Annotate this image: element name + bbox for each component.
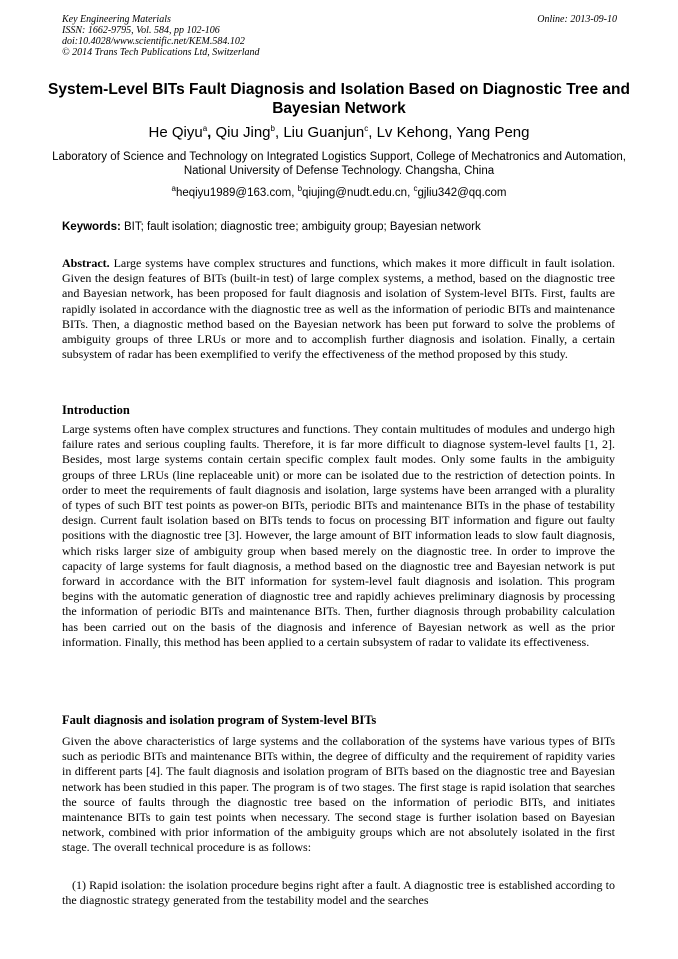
abstract-text: Large systems have complex structures and functions, which makes it more difficult in fault isolation. Given the design features of BITs (built-in test) of large complex systems, a method, based on the diagnostic tree and Bayesian network, has been proposed for fault diagnosis and isolation of System-level BITs. First, faults are rapidly isolated in accordance with the diagnostic tree as well as the information of periodic BITs and maintenance BITs. Then, a diagnostic method based on the Bayesian network has been put forward to solve the problems of ambiguity groups of three LRUs or more and to accomplish further diagnosis and isolation. Finally, a certain subsystem of radar has been exemplified to verify the effectiveness of the method proposed by this study. bbox=[62, 256, 615, 362]
author-name: , Lv Kehong, Yang Peng bbox=[368, 124, 530, 141]
email-list: $^a$heqiyu1989@163.com, $^b$qiujing@nudt.edu.cn, $^c$gjliu342@qq.com bbox=[171, 184, 507, 199]
fault-section-paragraph: Given the above characteristics of large systems and the collaboration of the systems have various types of BITs such as periodic BITs and maintenance BITs within, the degree of difficulty and the requirement of rapidity varies in different parts [4]. The fault diagnosis and isolation program of BITs based on the diagnostic tree and Bayesian network has been studied in this paper. The program is of two stages. The first stage is rapid isolation that searches the source of faults through the diagnostic tree based on the information of periodic BITs, and initiates maintenance BITs to gain test points when necessary. The second stage is further isolation based on Bayesian network, combined with prior information of the ambiguity groups which are not absolutely isolated in the first stage. The overall technical procedure is as follows: bbox=[62, 734, 615, 855]
section-heading-fault-diagnosis: Fault diagnosis and isolation program of System-level BITs bbox=[62, 713, 377, 727]
online-date: Online: 2013-09-10 bbox=[537, 14, 617, 25]
journal-name: Key Engineering Materials bbox=[62, 14, 171, 25]
author-name: Liu Guanjun bbox=[283, 124, 365, 141]
abstract-label: Abstract. bbox=[62, 256, 110, 270]
doi: doi:10.4028/www.scientific.net/KEM.584.102 bbox=[62, 36, 245, 47]
keywords-label: Keywords: bbox=[62, 221, 121, 233]
paper-title: System-Level BITs Fault Diagnosis and Isolation Based on Diagnostic Tree and Bayesian Network bbox=[48, 81, 630, 117]
email-address: gjliu342@qq.com bbox=[417, 187, 507, 199]
copyright: © 2014 Trans Tech Publications Ltd, Switzerland bbox=[62, 47, 260, 58]
author-list: He Qiyu$^a$, Qiu Jing$^b$, Liu Guanjun$^c$, Lv Kehong, Yang Peng bbox=[148, 124, 530, 141]
fault-section-item-1: (1) Rapid isolation: the isolation procedure begins right after a fault. A diagnostic tree is established according to the diagnostic strategy generated from the testability model and the searches bbox=[62, 878, 615, 908]
keywords-text: BIT; fault isolation; diagnostic tree; ambiguity group; Bayesian network bbox=[124, 221, 481, 233]
author-name: Qiu Jing bbox=[215, 124, 271, 141]
author-superscript: b bbox=[270, 124, 275, 133]
author-superscript: c bbox=[364, 124, 369, 133]
author-superscript: a bbox=[202, 124, 208, 133]
email-address: qiujing@nudt.edu.cn bbox=[302, 187, 408, 199]
affiliation: Laboratory of Science and Technology on Integrated Logistics Support, College of Mechatronics and Automation, National University of Defense Technology. Changsha, China bbox=[52, 151, 626, 177]
issn: ISSN: 1662-9795, Vol. 584, pp 102-106 bbox=[62, 25, 220, 36]
keywords bbox=[62, 220, 617, 234]
introduction-paragraph: Large systems often have complex structures and functions. They contain multitudes of modules and undergo high failure rates and serious coupling faults. Therefore, it is far more difficult to diagnose system-level faults [1, 2]. Besides, most large systems contain certain specific complex fault modes. Only some faults in the ambiguity groups of three LRUs (line replaceable unit) or more can be isolated due to the restriction of detection points. In order to meet the requirements of fault diagnosis and isolation, large systems have been arranged with a plurality of types of such BIT test points as power-on BITs, periodic BITs and maintenance BITs in the phase of testability design. Current fault isolation based on BITs tends to focus on processing BIT information and figure out faulty positions with the diagnostic tree [3]. However, the large amount of BIT information leads to slow fault diagnosis, which risks larger size of ambiguity group when based merely on the diagnostic tree. In order to improve the capacity of large systems for fault diagnosis, a method based on the diagnostic tree and Bayesian network is put forward in accordance with the BIT information for system-level fault diagnosis and isolation. This program begins with the automatic generation of diagnostic tree and rapidly achieves preliminary diagnosis by processing the information of periodic BITs and maintenance BITs. Then, further diagnosis through probability calculation has been carried out on the basis of the diagnosis and inference of Bayesian network as well as the prior information. Finally, this method has been applied to a certain subsystem of radar to validate its effectiveness. bbox=[62, 422, 615, 649]
publication-header bbox=[62, 14, 617, 58]
email-address: heqiyu1989@163.com bbox=[175, 187, 292, 199]
email-superscript: c bbox=[413, 184, 418, 194]
section-heading-introduction: Introduction bbox=[62, 403, 130, 417]
abstract bbox=[62, 256, 615, 362]
email-superscript: a bbox=[171, 184, 176, 194]
author-name: He Qiyu bbox=[148, 124, 203, 141]
email-superscript: b bbox=[297, 184, 303, 194]
